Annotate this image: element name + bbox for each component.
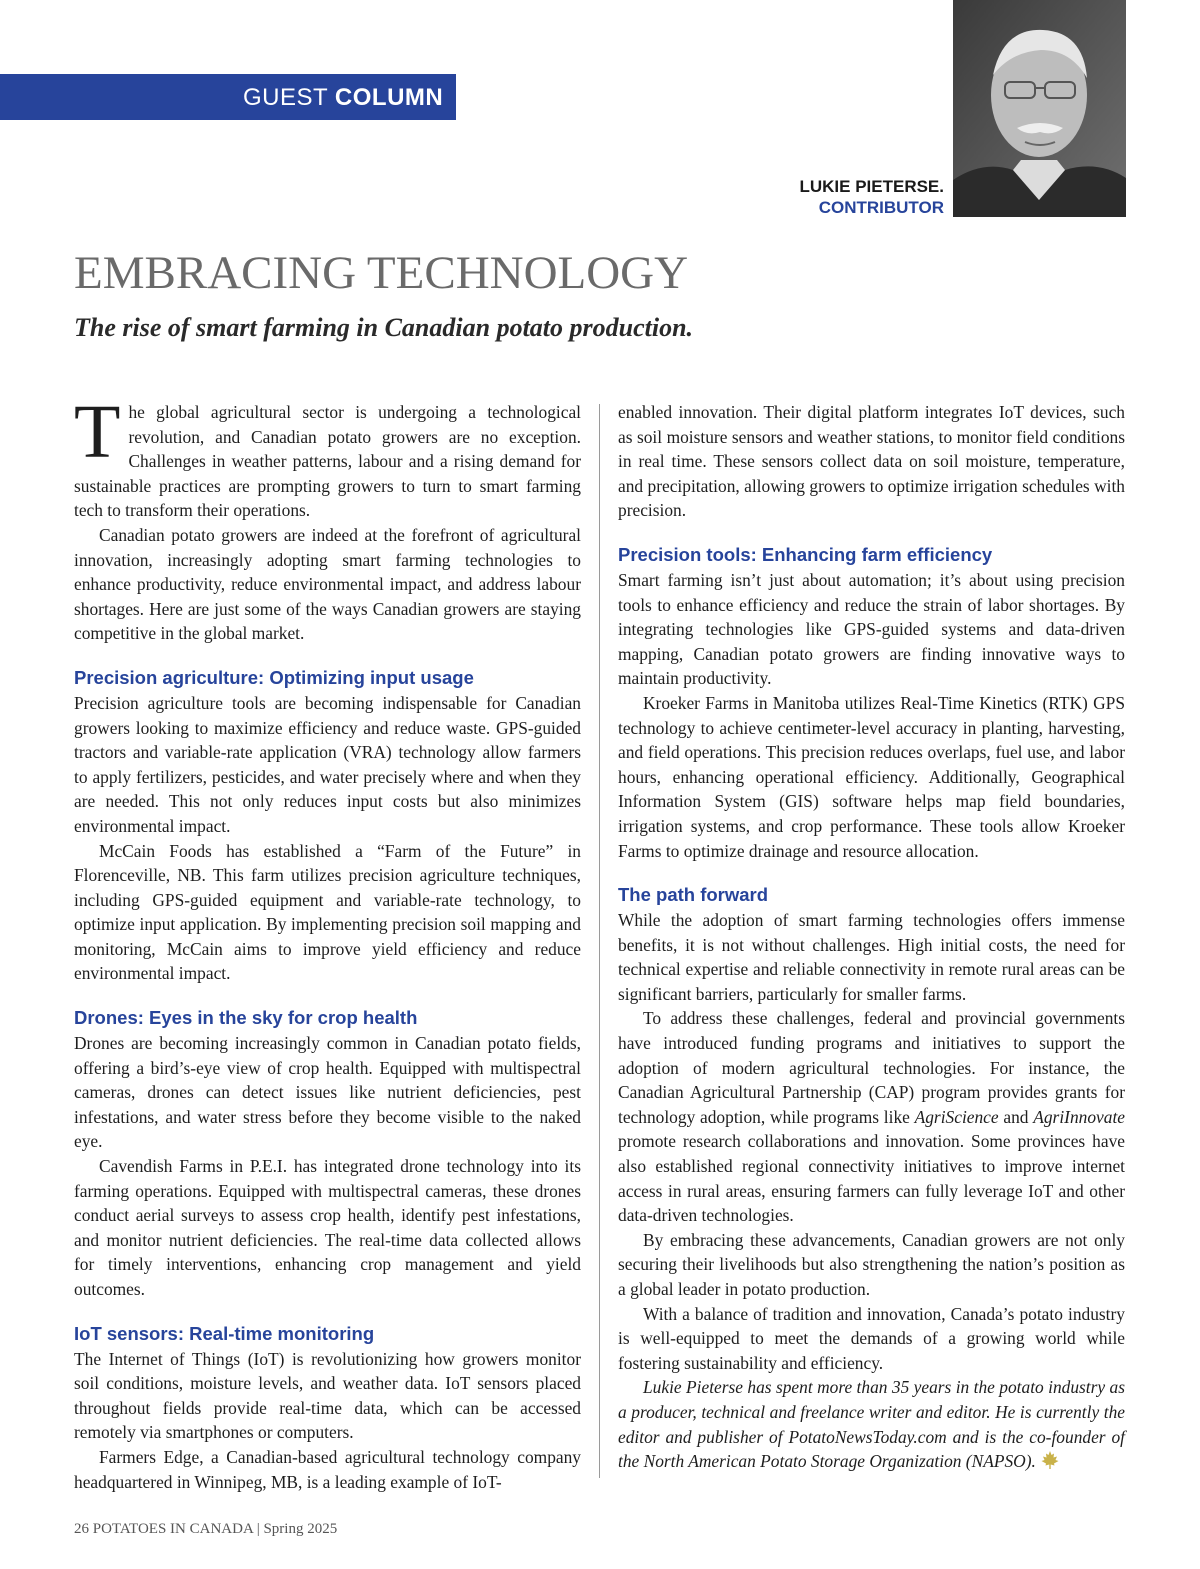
author-role: CONTRIBUTOR: [818, 198, 944, 217]
body-paragraph: McCain Foods has established a “Farm of the Future” in Florenceville, NB. This farm utilizes precision agriculture techniques, including GPS-guided equipment and variable-rate technology, to optimize input application. By implementing precision soil mapping and monitoring, McCain aims to improve yield efficiency and reduce environmental impact.: [74, 840, 581, 984]
section-label-guest: GUEST: [243, 84, 328, 111]
body-paragraph: Canadian potato growers are indeed at the forefront of agricultural innovation, increasingly adopting smart farming technologies to enhance productivity, reduce environmental impact, and address labour shortages. Here are just some of the ways Canadian growers are staying competitive in the global market.: [74, 524, 581, 644]
body-paragraph: Smart farming isn’t just about automation; it’s about using precision tools to enhance efficiency and reduce the strain of labor shortages. By integrating technologies like GPS-guided systems and data-driven mapping, Canadian potato growers are finding innovative ways to maintain productivity.: [618, 569, 1125, 689]
section-heading: Precision agriculture: Optimizing input usage: [74, 666, 474, 688]
body-paragraph: Kroeker Farms in Manitoba utilizes Real-Time Kinetics (RTK) GPS technology to achieve centimeter-level accuracy in planting, harvesting, and field operations. This precision reduces overlaps, fuel use, and labor hours, enhancing operational efficiency. Additionally, Geographical Information System (GIS) software helps map field boundaries, irrigation systems, and crop performance. These tools allow Kroeker Farms to optimize drainage and resource allocation.: [618, 692, 1125, 861]
column-divider: [599, 404, 600, 1478]
body-paragraph: Cavendish Farms in P.E.I. has integrated drone technology into its farming operations. Equipped with multispectral cameras, these drones conduct aerial surveys to assess crop health, identify pest infestations, and monitor nutrient deficiencies. The real-time data collected allows for timely interventions, enhancing crop management and yield outcomes.: [74, 1156, 581, 1299]
intro-text: he global agricultural sector is undergoing a technological revolution, and Canadian potato growers are no exception. Challenges in weather patterns, labour and a rising demand for sustainable practices are prompting growers to turn to smart farming tech to transform their operations.: [74, 402, 581, 521]
section-label: [243, 84, 443, 112]
program-name: AgriInnovate: [1033, 1106, 1125, 1127]
section-heading: The path forward: [618, 884, 769, 906]
drop-cap: T: [74, 390, 121, 474]
author-byline: [799, 176, 944, 218]
body-paragraph: The Internet of Things (IoT) is revolutionizing how growers monitor soil conditions, moisture levels, and weather data. IoT sensors placed throughout fields provide real-time data, which can be accessed remotely via smartphones or computers.: [74, 1348, 581, 1443]
author-bio: [618, 1375, 1125, 1473]
article-title: EMBRACING TECHNOLOGY: [74, 247, 689, 299]
body-paragraph: Drones are becoming increasingly common in Canadian potato fields, offering a bird’s-eye view of crop health. Equipped with multispectral cameras, drones can detect issues like nutrient deficiencies, pest infestations, and water stress before they become visible to the naked eye.: [74, 1033, 581, 1152]
intro-paragraph: [74, 390, 581, 523]
body-paragraph: While the adoption of smart farming technologies offers immense benefits, it is not without challenges. High initial costs, the need for technical expertise and reliable connectivity in remote rural areas can be significant barriers, particularly for smaller farms.: [618, 910, 1125, 1004]
article-subtitle: The rise of smart farming in Canadian potato production.: [74, 313, 694, 342]
article-column-right: [618, 400, 1125, 1474]
page-footer: 26 POTATOES IN CANADA | Spring 2025: [74, 1521, 338, 1537]
author-portrait-icon: [953, 0, 1126, 217]
text-run: promote research collaborations and innovation. Some provinces have also established regional connectivity initiatives to improve internet access in rural areas, ensuring farmers can fully leverage IoT and other data-driven technologies.: [618, 1131, 1125, 1226]
body-paragraph: With a balance of tradition and innovation, Canada’s potato industry is well-equipped to meet the demands of a growing world while fostering sustainability and efficiency.: [618, 1303, 1125, 1373]
body-paragraph: Farmers Edge, a Canadian-based agricultural technology company headquartered in Winnipeg, MB, is a leading example of IoT-: [74, 1446, 581, 1492]
body-paragraph: [618, 1006, 1125, 1227]
author-name: LUKIE PIETERSE.: [799, 177, 944, 196]
section-heading: Drones: Eyes in the sky for crop health: [74, 1007, 418, 1029]
body-paragraph: By embracing these advancements, Canadian growers are not only securing their livelihoods but also strengthening the nation’s position as a global leader in potato production.: [618, 1229, 1125, 1299]
author-photo: [953, 0, 1126, 217]
maple-leaf-icon: [1040, 1450, 1060, 1470]
section-label-column: COLUMN: [334, 84, 444, 111]
body-paragraph: Precision agriculture tools are becoming indispensable for Canadian growers looking to maximize efficiency and reduce waste. GPS-guided tractors and variable-rate application (VRA) technology allow farmers to apply fertilizers, pesticides, and water precisely where and when they are needed. This not only reduces input costs but also minimizes environmental impact.: [74, 692, 581, 836]
section-heading: Precision tools: Enhancing farm efficiency: [618, 543, 993, 565]
article-column-left: [74, 390, 581, 1494]
text-run: To address these challenges, federal and provincial governments have introduced funding programs and initiatives to support the adoption of modern agricultural technologies. For instance, the Canadian Agricultural Partnership (CAP) program provides grants for technology adoption, while programs like: [618, 1008, 1125, 1127]
section-heading: IoT sensors: Real-time monitoring: [74, 1322, 375, 1344]
text-run: and: [998, 1106, 1034, 1127]
body-paragraph: enabled innovation. Their digital platform integrates IoT devices, such as soil moisture sensors and weather stations, to monitor field conditions in real time. These sensors collect data on soil moisture, temperature, and precipitation, allowing growers to optimize irrigation schedules with precision.: [618, 402, 1125, 521]
program-name: AgriScience: [914, 1106, 999, 1127]
author-bio-text: Lukie Pieterse has spent more than 35 years in the potato industry as a producer, technical and freelance writer and editor. He is currently the editor and publisher of PotatoNewsToday.com and is the co-founder of the North American Potato Storage Organization (NAPSO).: [618, 1377, 1125, 1472]
